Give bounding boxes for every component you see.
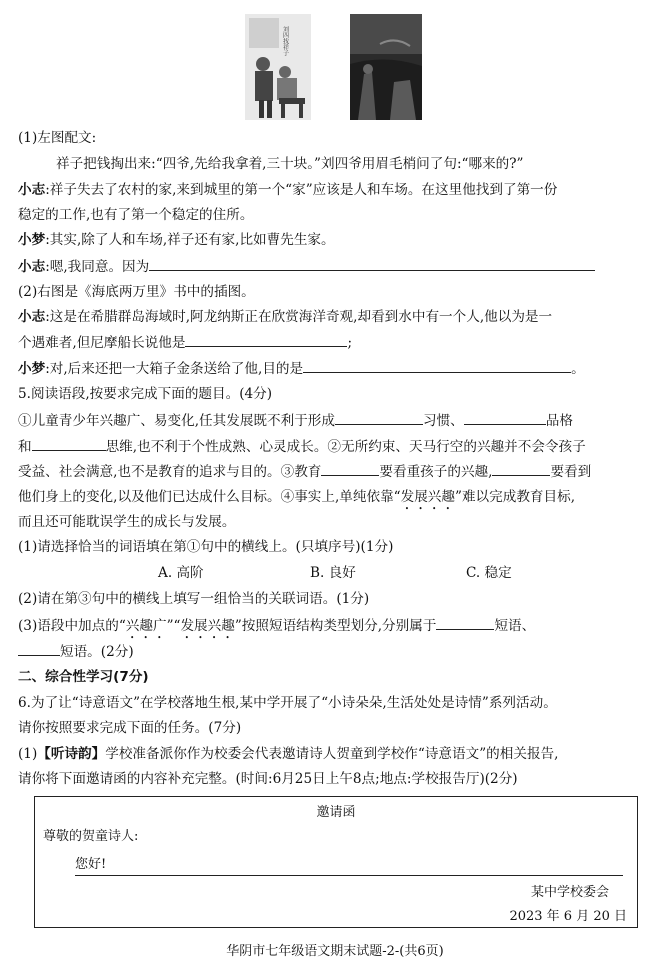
speaker-text: :嗯,我同意。因为 [45, 259, 150, 275]
text: ”“ [166, 618, 181, 634]
illustration-sea [350, 14, 416, 120]
text: 受益、社会满意,也不是教育的追求与目的。③教育 [18, 464, 322, 480]
text: (3)语段中加点的“ [18, 618, 126, 634]
speaker-name: 小梦 [18, 232, 46, 248]
q5-sub3 [18, 615, 656, 642]
q5-sentence-1 [18, 410, 656, 431]
text: 个遇难者,但尼摩船长说他是 [18, 335, 186, 351]
option-b[interactable]: B. 良好 [310, 565, 356, 581]
q5-sub2: (2)请在第③句中的横线上填写一组恰当的关联词语。(1分) [18, 591, 370, 607]
invitation-answer-line[interactable] [75, 875, 623, 876]
q4-xiaozhi-2 [18, 256, 656, 277]
option-c[interactable]: C. 稳定 [466, 565, 512, 581]
q6-sub1-cont: 请你将下面邀请函的内容补充完整。(时间:6月25日上午8点;地点:学校报告厅)(2分) [18, 771, 518, 787]
q4-xiaozhi-1 [18, 180, 656, 200]
q6-intro: 6.为了让“诗意语文”在学校落地生根,某中学开展了“小诗朵朵,生活处处是诗情”系列活动。 [18, 695, 557, 711]
dotted-phrase: 发展兴趣 [180, 618, 235, 634]
answer-blank[interactable] [492, 461, 550, 476]
answer-blank[interactable] [321, 461, 379, 476]
invitation-date: 2023 年 6 月 20 日 [509, 909, 627, 924]
text: 短语、 [494, 618, 536, 634]
dotted-phrase: 兴趣广 [125, 618, 167, 634]
speaker-name: 小志 [18, 309, 46, 325]
speaker-text: :对,后来还把一大箱子金条送给了他,目的是 [45, 361, 304, 377]
speaker-name: 小梦 [18, 361, 46, 377]
page-footer: 华阴市七年级语文期末试题-2-(共6页) [226, 944, 444, 959]
text: 思维,也不利于个性成熟、心灵成长。②无所约束、天马行空的兴趣并不会令孩子 [105, 439, 586, 455]
q5-sentence-5: 而且还可能耽误学生的成长与发展。 [18, 514, 236, 530]
answer-blank[interactable] [32, 436, 106, 451]
text: 和 [18, 439, 32, 455]
text: 短语。(2分) [60, 644, 134, 660]
answer-blank[interactable] [18, 641, 60, 656]
text: 。 [571, 361, 585, 377]
q4-xiaomeng-2 [18, 358, 656, 379]
invitation-signer: 某中学校委会 [530, 885, 609, 900]
q4-part1-heading: (1)左图配文: [18, 130, 97, 146]
text: ”按照短语结构类型划分,分别属于 [234, 618, 437, 634]
invitation-title: 邀请函 [316, 805, 356, 820]
invitation-box [34, 796, 638, 928]
text: 要看重孩子的兴趣, [379, 464, 493, 480]
text: ”难以完成教育目标, [455, 489, 576, 505]
task-tag: 【听诗韵】 [37, 746, 106, 762]
q4-xiaomeng-1 [18, 230, 656, 250]
q5-sub1: (1)请选择恰当的词语填在第①句中的横线上。(只填序号)(1分) [18, 539, 394, 555]
text: 品格 [545, 413, 573, 429]
answer-blank[interactable] [335, 410, 423, 425]
speaker-text: :祥子失去了农村的家,来到城里的第一个“家”应该是人和车场。在这里他找到了第一份 [45, 182, 558, 198]
text: 要看到 [550, 464, 592, 480]
q4-xiaozhi-3-cont [18, 332, 656, 353]
q5-sub3-cont [18, 641, 656, 662]
answer-blank[interactable] [185, 332, 347, 347]
text: ①儿童青少年兴趣广、易变化,任其发展既不利于形成 [18, 413, 335, 429]
section2-heading: 二、综合性学习(7分) [18, 669, 149, 685]
speaker-text: :其实,除了人和车场,祥子还有家,比如曹先生家。 [45, 232, 335, 248]
text: 习惯、 [422, 413, 464, 429]
speaker-name: 小志 [18, 182, 46, 198]
answer-blank[interactable] [464, 410, 546, 425]
option-a[interactable]: A. 高阶 [158, 565, 204, 581]
invitation-greeting: 尊敬的贺童诗人: [43, 829, 139, 844]
q6-intro-cont: 请你按照要求完成下面的任务。(7分) [18, 720, 242, 736]
q4-xiaozhi-3 [18, 307, 656, 327]
text: 学校准备派你作为校委会代表邀请诗人贺童到学校作“诗意语文”的相关报告, [105, 746, 559, 762]
answer-blank[interactable] [436, 615, 494, 630]
q4-quote: 祥子把钱掏出来:“四爷,先给我拿着,三十块。”刘四爷用眉毛梢问了句:“哪来的?” [56, 156, 524, 172]
text: 他们身上的变化,以及他们已达成什么目标。④事实上,单纯依靠“ [18, 489, 401, 505]
q5-sentence-4 [18, 487, 656, 513]
speaker-name: 小志 [18, 259, 46, 275]
q5-heading: 5.阅读语段,按要求完成下面的题目。(4分) [18, 386, 273, 402]
text: ; [347, 335, 353, 351]
q5-sentence-2 [18, 436, 656, 457]
dotted-phrase: 发展兴趣 [400, 489, 455, 505]
answer-blank[interactable] [149, 256, 595, 271]
invitation-hello: 您好! [75, 857, 107, 872]
illustration-rickshaw [245, 14, 311, 120]
q6-sub1 [18, 744, 656, 764]
text: (1) [18, 746, 38, 762]
q5-sentence-3 [18, 461, 656, 482]
q4-xiaozhi-1-cont: 稳定的工作,也有了第一个稳定的住所。 [18, 207, 254, 223]
q4-part2-heading: (2)右图是《海底两万里》书中的插图。 [18, 284, 255, 300]
speaker-text: :这是在希腊群岛海域时,阿龙纳斯正在欣赏海洋奇观,却看到水中有一个人,他以为是一 [45, 309, 553, 325]
illustration-signature: 刘四找祥子 [281, 26, 289, 56]
answer-blank[interactable] [303, 358, 571, 373]
